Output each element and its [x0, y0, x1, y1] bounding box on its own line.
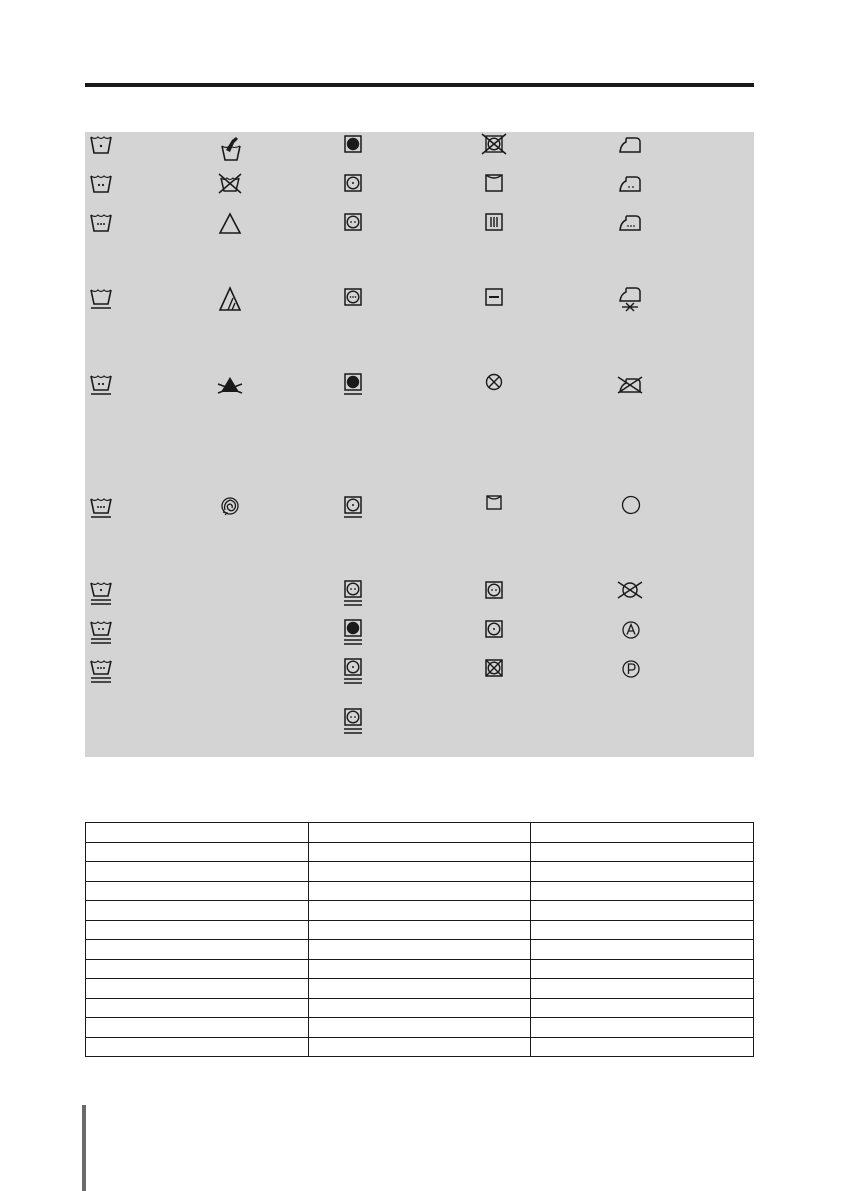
table-cell [86, 979, 309, 999]
table-cell [308, 959, 531, 979]
wash-3dot-icon [88, 210, 114, 238]
table-row [86, 959, 754, 979]
tumble-dry-square-normal-icon [481, 578, 507, 606]
table-cell [86, 920, 309, 940]
table-cell [86, 881, 309, 901]
do-not-tumble-dry-icon [481, 132, 507, 160]
table-cell [531, 959, 754, 979]
table-cell [531, 1018, 754, 1038]
care-table [85, 822, 754, 1057]
tumble-dry-low-very-mild-icon [340, 658, 366, 686]
table-cell [86, 940, 309, 960]
wash-very-mild-1dot-icon [88, 580, 114, 608]
do-not-dry-clean-icon [617, 578, 643, 606]
care-symbol-panel [85, 132, 754, 757]
dry-clean-icon [617, 494, 643, 522]
table-row [86, 1037, 754, 1057]
table-row [86, 823, 754, 843]
iron-low-icon [617, 132, 643, 160]
line-dry-icon [481, 171, 507, 199]
table-cell [86, 842, 309, 862]
bleach-triangle-icon [217, 210, 243, 238]
table-cell [531, 940, 754, 960]
table-cell [308, 979, 531, 999]
tumble-dry-filled-icon [340, 132, 366, 160]
table-cell [308, 940, 531, 960]
table-cell [308, 920, 531, 940]
tumble-dry-low-icon [340, 171, 366, 199]
flat-dry-icon [481, 285, 507, 313]
table-cell [308, 1037, 531, 1057]
table-cell [308, 998, 531, 1018]
table-cell [86, 998, 309, 1018]
table-row [86, 862, 754, 882]
table-cell [308, 881, 531, 901]
no-steam-iron-icon [617, 285, 643, 313]
tumble-dry-normal-very-mild-icon [340, 708, 366, 736]
do-not-wash-icon [217, 171, 243, 199]
table-cell [86, 1037, 309, 1057]
drip-dry-icon [481, 210, 507, 238]
iron-medium-icon [617, 171, 643, 199]
wash-very-mild-2dot-icon [88, 619, 114, 647]
table-cell [531, 823, 754, 843]
do-not-tumble-dry-square-icon [481, 656, 507, 684]
table-row [86, 979, 754, 999]
wash-mild-3dot-icon [88, 494, 114, 522]
table-cell [531, 1037, 754, 1057]
table-cell [531, 920, 754, 940]
dry-in-shade-icon [481, 494, 507, 522]
table-row [86, 920, 754, 940]
table-row [86, 998, 754, 1018]
do-not-iron-icon [617, 371, 643, 399]
table-cell [86, 823, 309, 843]
iron-high-icon [617, 210, 643, 238]
table-cell [86, 862, 309, 882]
wash-1dot-icon [88, 132, 114, 160]
table-row [86, 901, 754, 921]
wool-mark-icon [217, 494, 243, 522]
table-row [86, 842, 754, 862]
table-cell [308, 862, 531, 882]
table-cell [531, 842, 754, 862]
table-cell [531, 881, 754, 901]
hand-wash-icon [88, 285, 114, 313]
table-row [86, 881, 754, 901]
table-cell [86, 901, 309, 921]
tumble-dry-low-mild-icon [340, 494, 366, 522]
table-cell [308, 1018, 531, 1038]
non-chlorine-bleach-icon [217, 285, 243, 313]
hand-wash-tap-icon [217, 134, 243, 162]
wash-mild-2dot-icon [88, 371, 114, 399]
table-cell [308, 823, 531, 843]
table-cell [308, 901, 531, 921]
dry-clean-a-icon [617, 617, 643, 645]
wash-very-mild-3dot-icon [88, 658, 114, 686]
table-cell [86, 959, 309, 979]
tumble-dry-square-low-icon [481, 617, 507, 645]
care-table-body [86, 823, 754, 1057]
table-row [86, 940, 754, 960]
table-cell [531, 901, 754, 921]
table-cell [531, 979, 754, 999]
side-bar [82, 1105, 86, 1191]
tumble-dry-filled-mild-icon [340, 619, 366, 647]
table-cell [308, 842, 531, 862]
wash-2dot-icon [88, 171, 114, 199]
dry-clean-p-icon [617, 656, 643, 684]
top-rule [85, 83, 754, 87]
do-not-bleach-icon [217, 371, 243, 399]
tumble-dry-normal-mild-icon [340, 580, 366, 608]
table-cell [531, 998, 754, 1018]
table-cell [86, 1018, 309, 1038]
tumble-dry-high-icon [340, 285, 366, 313]
tumble-dry-no-heat-icon [340, 371, 366, 399]
table-row [86, 1018, 754, 1038]
table-cell [531, 862, 754, 882]
do-not-dry-icon [481, 371, 507, 399]
tumble-dry-normal-icon [340, 210, 366, 238]
